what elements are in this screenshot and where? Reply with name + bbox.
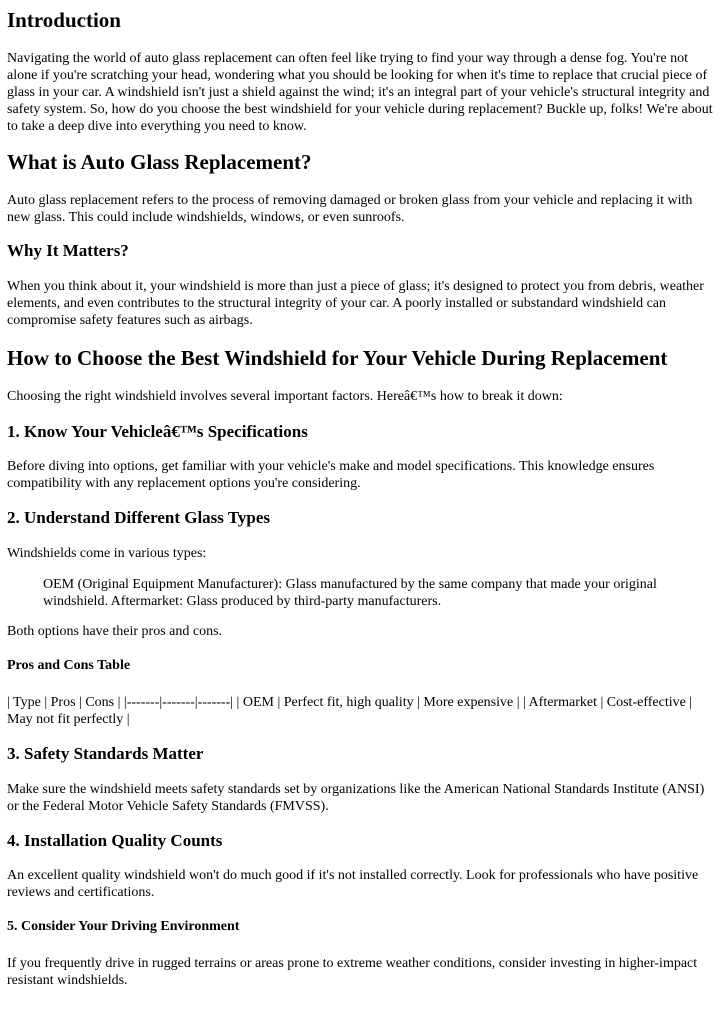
paragraph-why-it-matters: When you think about it, your windshield is more than just a piece of glass; it's designed to protect you from debris, weather elements, and even contributes to the structural integrity of your car. A poorly installed or substandard windshield can compromise safety features such as airbags. — [7, 279, 704, 328]
heading-what-is-auto-glass: What is Auto Glass Replacement? — [7, 150, 312, 174]
heading-pros-cons-table: Pros and Cons Table — [7, 658, 131, 673]
paragraph-step-2: Windshields come in various types: — [7, 546, 207, 561]
heading-step-2: 2. Understand Different Glass Types — [7, 508, 271, 527]
paragraph-step-4: An excellent quality windshield won't do much good if it's not installed correctly. Look for professionals who have positive reviews and certifications. — [7, 868, 699, 900]
heading-step-4: 4. Installation Quality Counts — [7, 831, 223, 850]
heading-step-5: 5. Consider Your Driving Environment — [7, 919, 240, 934]
paragraph-step-3: Make sure the windshield meets safety standards set by organizations like the American National Standards Institute (ANSI) or the Federal Motor Vehicle Safety Standards (FMVSS). — [7, 782, 705, 814]
heading-step-1: 1. Know Your Vehicleâ€™s Specifications — [7, 422, 308, 441]
heading-step-3: 3. Safety Standards Matter — [7, 744, 204, 763]
paragraph-introduction: Navigating the world of auto glass replacement can often feel like trying to find your way through a dense fog. You're not alone if you're scratching your head, wondering what you should be looking for when it's time to replace that crucial piece of glass in your car. A windshield isn't just a shield against the wind; it's an integral part of your vehicle's structural integrity and safety system. So, how do you choose the best windshield for your vehicle during replacement? Buckle up, folks! We're about to take a deep dive into everything you need to know. — [7, 51, 713, 134]
paragraph-step-1: Before diving into options, get familiar with your vehicle's make and model specifications. This knowledge ensures compatibility with any replacement options you're considering. — [7, 459, 655, 491]
heading-why-it-matters: Why It Matters? — [7, 241, 129, 260]
paragraph-step-5: If you frequently drive in rugged terrains or areas prone to extreme weather conditions, consider investing in higher-impact resistant windshields. — [7, 956, 698, 988]
heading-how-to-choose: How to Choose the Best Windshield for Your Vehicle During Replacement — [7, 346, 668, 370]
heading-introduction: Introduction — [7, 8, 121, 32]
paragraph-what-is-auto-glass: Auto glass replacement refers to the process of removing damaged or broken glass from your vehicle and replacing it with new glass. This could include windshields, windows, or even sunroofs. — [7, 193, 693, 225]
pros-cons-table-text: | Type | Pros | Cons | |-------|-------|-------| | OEM | Perfect fit, high quality | More expensive | | Aftermarket | Cost-effective | May not fit perfectly | — [7, 695, 693, 727]
paragraph-pros-and-cons: Both options have their pros and cons. — [7, 624, 223, 639]
paragraph-how-to-choose: Choosing the right windshield involves several important factors. Hereâ€™s how to break it down: — [7, 389, 563, 404]
list-glass-types: OEM (Original Equipment Manufacturer): Glass manufactured by the same company that made your original windshield. Aftermarket: Glass produced by third-party manufacturers. — [43, 577, 657, 609]
